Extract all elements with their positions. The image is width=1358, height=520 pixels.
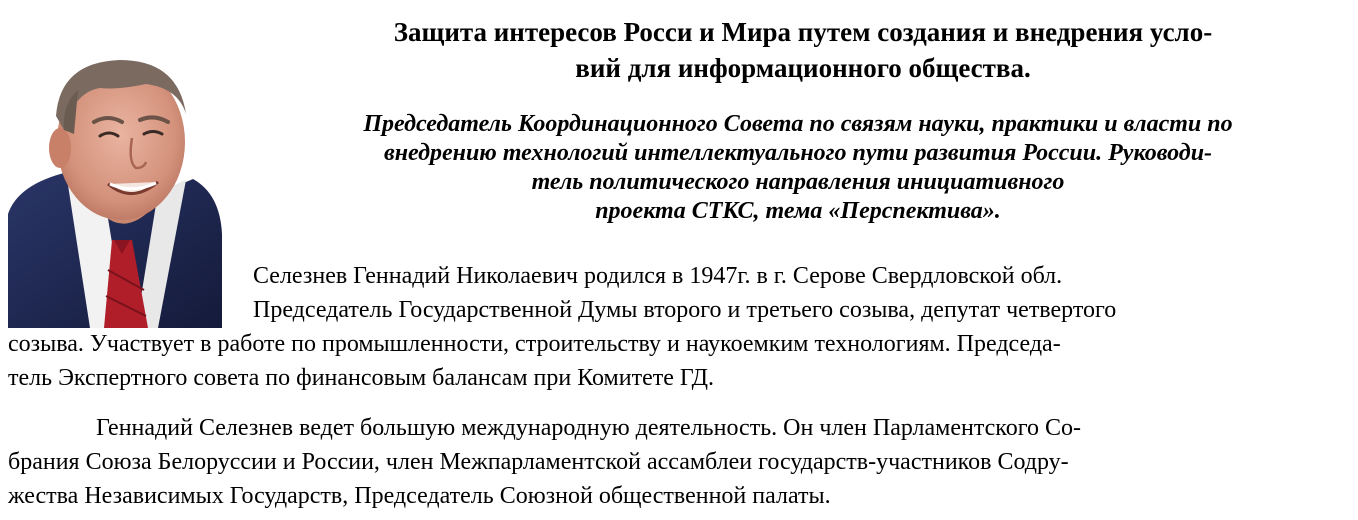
title-line-1: Защита интересов Росси и Мира путем создания и внедрения усло-	[393, 17, 1213, 47]
activity-line-2: брания Союза Белоруссии и России, член Межпарламентской ассамблеи государств-участников Содру-	[8, 449, 1069, 475]
subtitle-line-2: внедрению технологий интеллектуального пути развития России. Руководи-	[383, 140, 1213, 166]
bio-line-3: созыва. Участвует в работе по промышленности, строительству и наукоемким технологиям. Председа-	[8, 331, 1061, 357]
portrait-photo	[8, 44, 222, 328]
page-title	[258, 14, 1348, 86]
title-line-2: вий для информационного общества.	[575, 53, 1031, 83]
bio-line-1: Селезнев Геннадий Николаевич родился в 1947г. в г. Серове Свердловской обл.	[253, 263, 1063, 289]
activity-line-1: Геннадий Селезнев ведет большую международную деятельность. Он член Парламентского Со-	[96, 415, 1081, 441]
subtitle-line-4: проекта СТКС, тема «Перспектива».	[595, 198, 1001, 224]
subtitle-line-3: тель политического направления инициативного	[531, 169, 1065, 195]
bio-line-4: тель Экспертного совета по финансовым балансам при Комитете ГД.	[8, 365, 715, 391]
activity-line-3: жества Независимых Государств, Председатель Союзной общественной палаты.	[8, 483, 831, 509]
subtitle-line-1: Председатель Координационного Совета по связям науки, практики и власти по	[363, 111, 1233, 137]
position-subtitle	[244, 110, 1352, 226]
bio-line-2: Председатель Государственной Думы второго и третьего созыва, депутат четвертого	[253, 297, 1117, 323]
